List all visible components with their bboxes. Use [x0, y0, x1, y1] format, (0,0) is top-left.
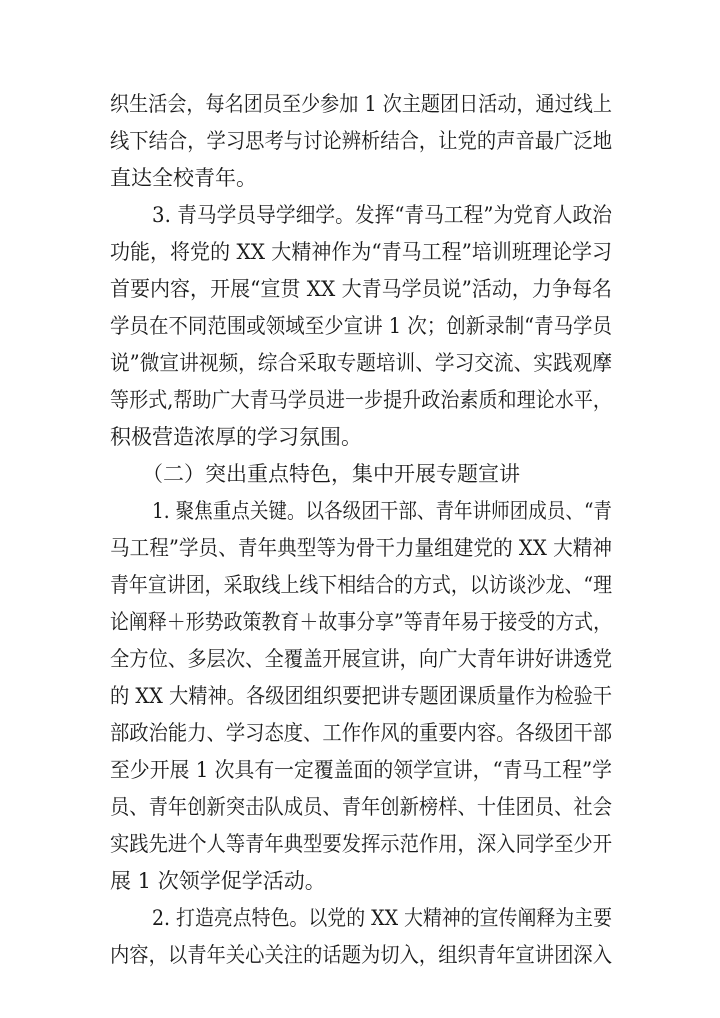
text-line: 等形式,帮助广大青马学员进一步提升政治素质和理论水平，	[110, 388, 612, 412]
section-heading: （二）突出重点特色，集中开展专题宣讲	[142, 462, 520, 486]
text-line: 织生活会，每名团员至少参加 1 次主题团日活动，通过线上	[110, 92, 612, 116]
text-line: 全方位、多层次、全覆盖开展宣讲，向广大青年讲好讲透党	[110, 647, 612, 671]
text-line: 线下结合，学习思考与讨论辨析结合，让党的声音最广泛地	[110, 129, 612, 153]
text-line: 展 1 次领学促学活动。	[110, 869, 326, 893]
text-line: 至少开展 1 次具有一定覆盖面的领学宣讲，“青马工程”学	[110, 758, 612, 782]
text-line: 员、青年创新突击队成员、青年创新榜样、十佳团员、社会	[110, 795, 612, 819]
paragraph-heading: 2. 打造亮点特色。以党的 XX 大精神的宣传阐释为主要	[152, 906, 612, 930]
text-line: 功能，将党的 XX 大精神作为“青马工程”培训班理论学习	[110, 240, 612, 264]
text-line: 说”微宣讲视频，综合采取专题培训、学习交流、实践观摩	[110, 351, 612, 375]
paragraph-heading: 3. 青马学员导学细学。发挥“青马工程”为党育人政治	[152, 203, 612, 227]
text-line: 直达全校青年。	[110, 166, 257, 190]
text-line: 马工程”学员、青年典型等为骨干力量组建党的 XX 大精神	[110, 536, 612, 560]
text-line: 首要内容，开展“宣贯 XX 大青马学员说”活动，力争每名	[110, 277, 612, 301]
text-line: 的 XX 大精神。各级团组织要把讲专题团课质量作为检验干	[110, 684, 612, 708]
text-line: 部政治能力、学习态度、工作作风的重要内容。各级团干部	[110, 721, 612, 745]
text-line: 实践先进个人等青年典型要发挥示范作用，深入同学至少开	[110, 832, 612, 856]
paragraph-heading: 1. 聚焦重点关键。以各级团干部、青年讲师团成员、“青	[152, 499, 612, 523]
text-line: 论阐释＋形势政策教育＋故事分享”等青年易于接受的方式，	[110, 610, 612, 634]
text-line: 青年宣讲团，采取线上线下相结合的方式，以访谈沙龙、“理	[110, 573, 612, 597]
text-line: 内容，以青年关心关注的话题为切入，组织青年宣讲团深入	[110, 943, 612, 967]
text-line: 积极营造浓厚的学习氛围。	[110, 425, 362, 449]
text-line: 学员在不同范围或领域至少宣讲 1 次；创新录制“青马学员	[110, 314, 612, 338]
